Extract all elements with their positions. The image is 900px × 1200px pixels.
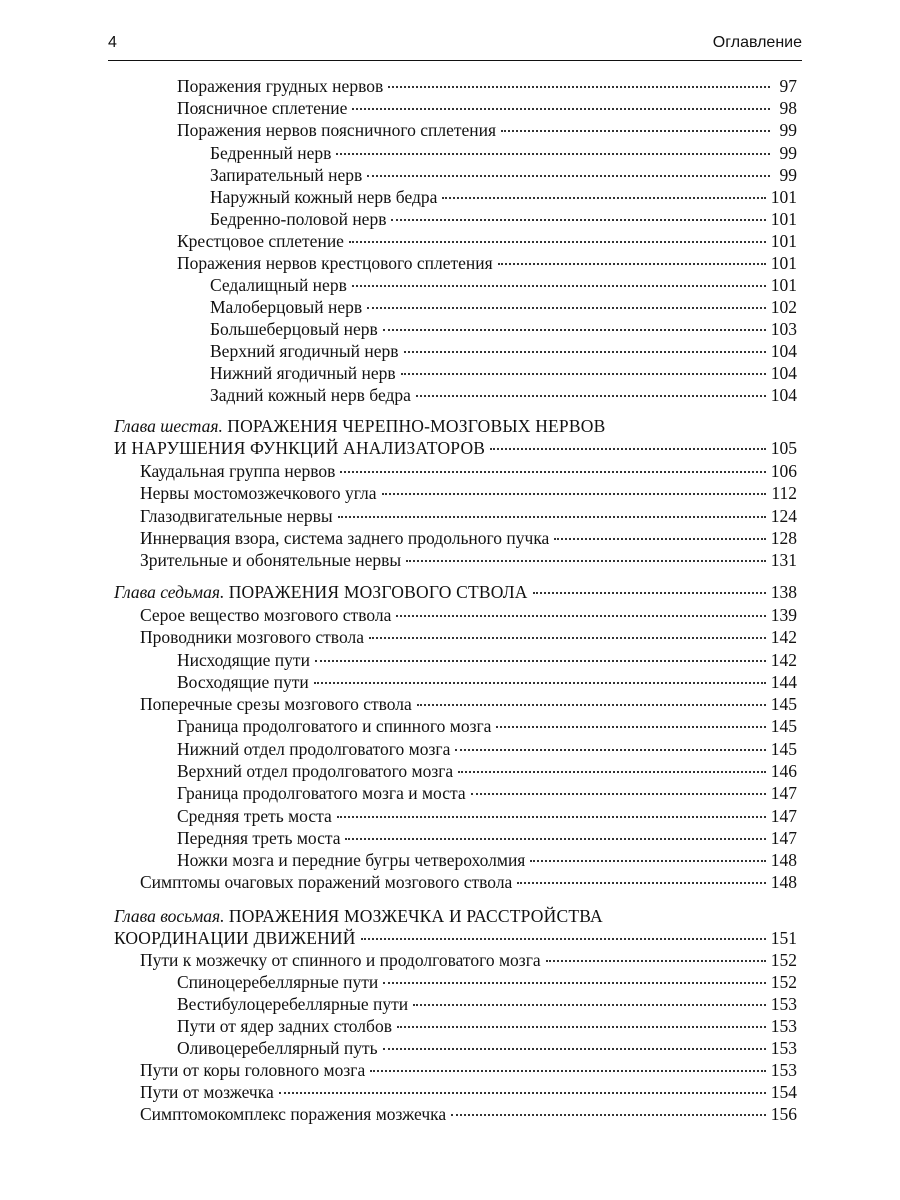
toc-entry: Иннервация взора, система заднего продольного пучка 128 [140, 528, 797, 548]
toc-entry: Глазодвигательные нервы 124 [140, 506, 797, 526]
toc-entry: Нисходящие пути 142 [177, 650, 797, 670]
toc-entry: Симптомокомплекс поражения мозжечка 156 [140, 1104, 797, 1124]
toc-entry: Нервы мостомозжечкового угла 112 [140, 483, 797, 503]
toc-entry: Оливоцеребеллярный путь 153 [177, 1038, 797, 1058]
toc-entry: Граница продолговатого и спинного мозга 145 [177, 716, 797, 736]
toc-entry: Верхний отдел продолговатого мозга 146 [177, 761, 797, 781]
toc-entry: Проводники мозгового ствола 142 [140, 627, 797, 647]
chapter-title: ПОРАЖЕНИЯ МОЗЖЕЧКА И РАССТРОЙСТВА [228, 906, 603, 926]
chapter-heading [114, 904, 603, 928]
toc-entry: Наружный кожный нерв бедра 101 [210, 187, 797, 207]
toc-entry: Передняя треть моста 147 [177, 828, 797, 848]
chapter-title: ПОРАЖЕНИЯ МОЗГОВОГО СТВОЛА [228, 582, 528, 602]
toc-entry: Ножки мозга и передние бугры четверохолмия 148 [177, 850, 797, 870]
toc-entry: Малоберцовый нерв 102 [210, 297, 797, 317]
header-rule [108, 60, 802, 61]
chapter-prefix: Глава седьмая. [114, 582, 225, 602]
toc-entry: Крестцовое сплетение 101 [177, 231, 797, 251]
toc-entry: Задний кожный нерв бедра 104 [210, 385, 797, 405]
toc-entry: Поражения нервов крестцового сплетения 101 [177, 253, 797, 273]
toc-entry: Поражения грудных нервов 97 [177, 76, 797, 96]
toc-entry: Нижний отдел продолговатого мозга 145 [177, 739, 797, 759]
toc-entry: Средняя треть моста 147 [177, 806, 797, 826]
toc-entry: Бедренный нерв 99 [210, 143, 797, 163]
toc-entry: Седалищный нерв 101 [210, 275, 797, 295]
toc-entry: Спиноцеребеллярные пути 152 [177, 972, 797, 992]
toc-entry: Глава седьмая. ПОРАЖЕНИЯ МОЗГОВОГО СТВОЛА 138 [114, 582, 797, 602]
chapter-title: ПОРАЖЕНИЯ ЧЕРЕПНО-МОЗГОВЫХ НЕРВОВ [227, 416, 606, 436]
toc-entry: Граница продолговатого мозга и моста 147 [177, 783, 797, 803]
chapter-prefix: Глава шестая. [114, 416, 223, 436]
toc-entry: И НАРУШЕНИЯ ФУНКЦИЙ АНАЛИЗАТОРОВ 105 [114, 438, 797, 458]
toc-entry: Поражения нервов поясничного сплетения 99 [177, 120, 797, 140]
toc-entry: Каудальная группа нервов 106 [140, 461, 797, 481]
toc-entry: Пути от коры головного мозга 153 [140, 1060, 797, 1080]
toc-entry: Зрительные и обонятельные нервы 131 [140, 550, 797, 570]
chapter-prefix: Глава восьмая. [114, 906, 225, 926]
toc-entry: Бедренно-половой нерв 101 [210, 209, 797, 229]
toc-entry: Запирательный нерв 99 [210, 165, 797, 185]
toc-entry: Серое вещество мозгового ствола 139 [140, 605, 797, 625]
toc-entry: Вестибулоцеребеллярные пути 153 [177, 994, 797, 1014]
toc-entry: Поперечные срезы мозгового ствола 145 [140, 694, 797, 714]
running-title: Оглавление [712, 34, 802, 51]
toc-entry: Пути к мозжечку от спинного и продолговатого мозга 152 [140, 950, 797, 970]
toc-entry: КООРДИНАЦИИ ДВИЖЕНИЙ 151 [114, 928, 797, 948]
toc-entry: Восходящие пути 144 [177, 672, 797, 692]
toc-entry: Нижний ягодичный нерв 104 [210, 363, 797, 383]
toc-entry: Поясничное сплетение 98 [177, 98, 797, 118]
toc-entry: Пути от мозжечка 154 [140, 1082, 797, 1102]
toc-entry: Верхний ягодичный нерв 104 [210, 341, 797, 361]
toc-entry: Пути от ядер задних столбов 153 [177, 1016, 797, 1036]
running-head [108, 34, 802, 58]
toc-entry: Большеберцовый нерв 103 [210, 319, 797, 339]
toc-entry: Симптомы очаговых поражений мозгового ствола 148 [140, 872, 797, 892]
page-number: 4 [108, 34, 117, 51]
chapter-heading [114, 414, 605, 438]
